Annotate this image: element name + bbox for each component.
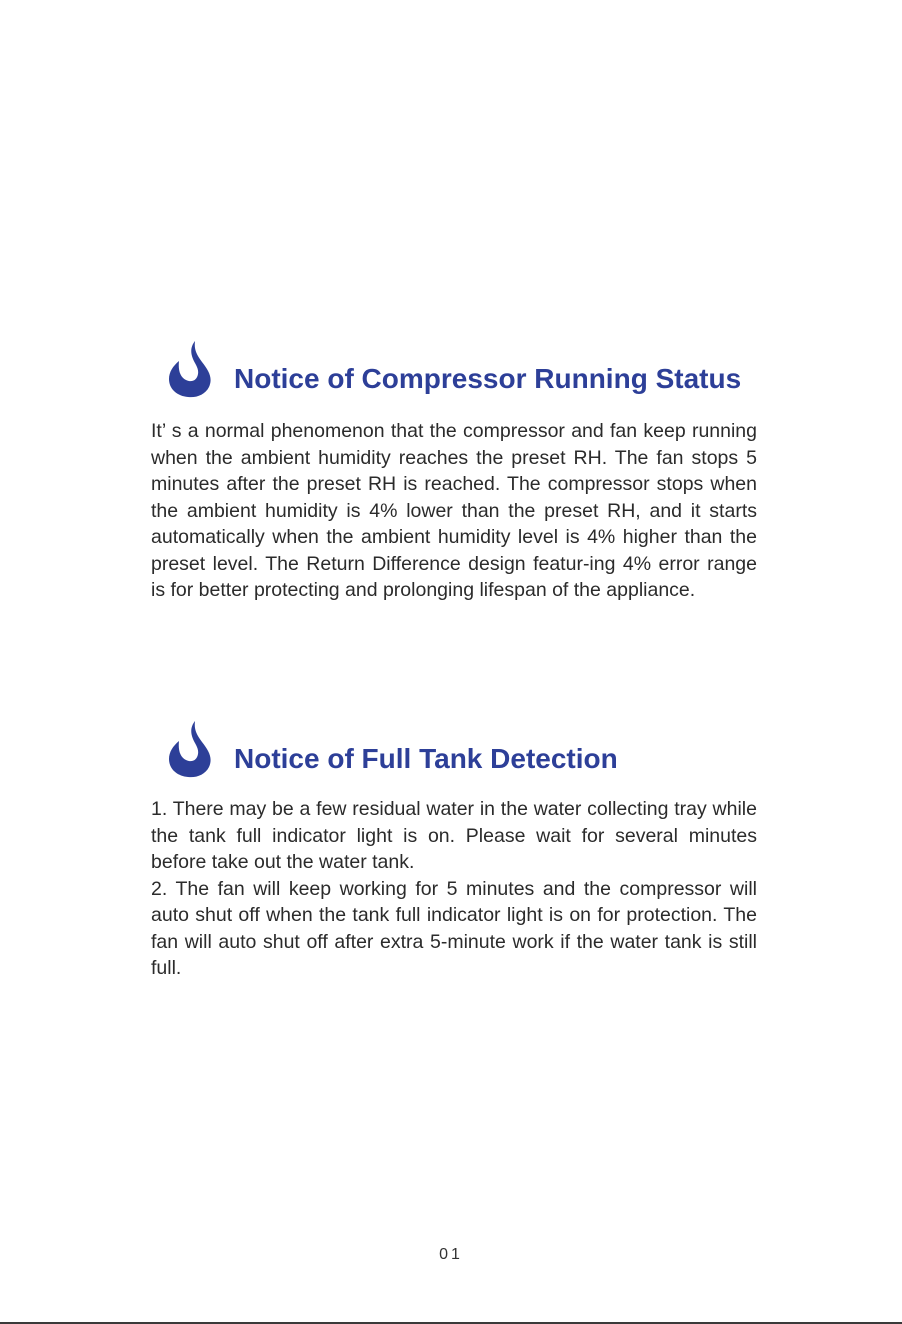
tank-notice-body <box>151 796 757 982</box>
tank-notice-item-1: 1. There may be a few residual water in the water collecting tray while the tank full indicator light is on. Please wait for several minutes before take out the water tank. <box>151 798 757 873</box>
tank-notice-title: Notice of Full Tank Detection <box>234 743 618 774</box>
compressor-notice-heading <box>151 340 757 402</box>
water-drop-icon <box>165 720 213 778</box>
compressor-notice-body <box>151 418 757 604</box>
water-drop-icon <box>165 340 213 398</box>
compressor-notice-title: Notice of Compressor Running Status <box>234 363 742 394</box>
page-number: 01 <box>439 1246 463 1263</box>
compressor-notice-paragraph: It’ s a normal phenomenon that the compressor and fan keep running when the ambient humidity reaches the preset RH. The fan stops 5 minutes after the preset RH is reached. The compressor stops when the ambient humidity is 4% lower than the preset RH, and it starts automatically when the ambient humidity level is 4% higher than the preset level. The Return Difference design featur-ing 4% error range is for better protecting and prolonging lifespan of the appliance. <box>151 420 757 601</box>
tank-notice-section <box>151 720 757 982</box>
tank-notice-heading <box>151 720 757 782</box>
compressor-notice-section <box>151 340 757 604</box>
tank-notice-item-2: 2. The fan will keep working for 5 minutes and the compressor will auto shut off when the tank full indicator light is on for protection. The fan will auto shut off after extra 5-minute work if the water tank is still full. <box>151 877 757 979</box>
